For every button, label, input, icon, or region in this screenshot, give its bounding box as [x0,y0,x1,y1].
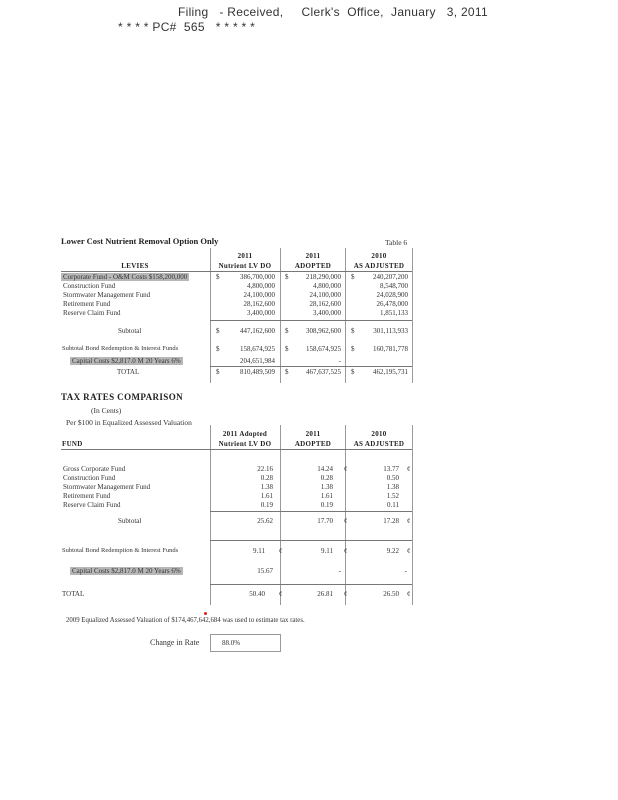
table1-col3-sub: AS ADJUSTED [353,262,405,270]
table2-capital-cell: - [338,567,341,575]
table1-row-label: Stormwater Management Fund [63,291,151,299]
table2-col3-year: 2010 [371,430,387,438]
table1-cell: 4,800,000 [247,282,275,290]
table2-cell: 1.61 [320,492,333,500]
table2-col3-sub: AS ADJUSTED [353,440,405,448]
table1-total-cell: 462,195,731 [373,368,408,376]
table1-col2-year: 2011 [305,252,321,260]
dollar-sign: $ [285,345,289,353]
table2-total-label: TOTAL [62,590,85,598]
table2-bond-cell: 9.22 [386,547,399,555]
cent-sign: ¢ [407,547,411,555]
table1-bond-cell: 160,781,778 [373,345,408,353]
table1-subtotal-cell: 301,113,933 [373,327,408,335]
table2-capital-label: Capital Costs $2,817.0 M 20 Years 6% [72,567,181,575]
table1-cell: 3,400,000 [313,309,341,317]
table1-total-cell: 467,637,525 [306,368,341,376]
table1-col2-sub: ADOPTED [294,262,332,270]
table2-cell: 0.28 [260,474,273,482]
cent-sign: ¢ [344,517,348,525]
table1-row-label: Construction Fund [63,282,116,290]
table2-subtotal-cell: 17.28 [383,517,399,525]
table1-bond-cell: 158,674,925 [240,345,275,353]
filing-stamp-line1: Filing - Received, Clerk's Office, January 3, 2011 [178,5,488,19]
table2-per-line: Per $100 in Equalized Assessed Valuation [66,418,192,427]
dollar-sign: $ [216,327,220,335]
dollar-sign: $ [216,368,220,376]
table1-cell: 28,162,600 [243,300,275,308]
table2-cell: 0.11 [387,501,399,509]
table2-row-label: Gross Corporate Fund [63,465,126,473]
table1-cell: 1,851,133 [380,309,408,317]
table2-col1-sub: Nutrient LV DO [218,440,272,448]
table2-bond-cell: 9.11 [253,547,265,555]
table1-cell: 24,100,000 [309,291,341,299]
table2-cell: 1.61 [260,492,273,500]
table2-total-cell: 50.40 [249,590,265,598]
table1-total-label: TOTAL [117,368,140,376]
dollar-sign: $ [216,345,220,353]
change-in-rate-value: 88.0% [222,639,241,647]
table2-title: TAX RATES COMPARISON [61,392,184,402]
table2-cell: 13.77 [383,465,399,473]
filing-stamp-line2: * * * * PC# 565 * * * * * [118,20,256,34]
cent-sign: ¢ [344,590,348,598]
table2-bond-cell: 9.11 [321,547,333,555]
change-in-rate-label: Change in Rate [150,638,200,647]
cent-sign: ¢ [279,590,283,598]
table1-levies-header: LEVIES [121,262,149,270]
table1-title: Lower Cost Nutrient Removal Option Only [61,236,219,246]
table1-cell: 24,100,000 [243,291,275,299]
table2-total-cell: 26.50 [383,590,399,598]
cent-sign: ¢ [344,547,348,555]
table2-total-cell: 26.81 [317,590,333,598]
table2-subtotal-cell: 17.70 [317,517,333,525]
table2-row-label: Reserve Claim Fund [63,501,121,509]
table2-col2-sub: ADOPTED [294,440,332,448]
red-mark [204,612,207,615]
table1-subtotal-cell: 447,162,600 [240,327,275,335]
table1-bond-label: Subtotal Bond Redemption & Interest Funds [62,345,179,352]
table1-subtotal-cell: 308,962,600 [306,327,341,335]
table1-col1-year: 2011 [237,252,253,260]
table1-number: Table 6 [385,238,408,247]
table1-cell: 386,700,000 [240,273,275,281]
table1-cell: 3,400,000 [247,309,275,317]
table1-subtotal-label: Subtotal [118,327,142,335]
table1-cell: 26,478,000 [376,300,408,308]
table1-cell: 24,028,900 [376,291,408,299]
table1-col1-sub: Nutrient LV DO [218,262,272,270]
table2-cell: 0.28 [320,474,333,482]
table1-row-label: Reserve Claim Fund [63,309,121,317]
table1-row-label: Retirement Fund [63,300,111,308]
cent-sign: ¢ [407,590,411,598]
table2-subtotal-cell: 25.62 [257,517,273,525]
table1-bond-cell: 158,674,925 [306,345,341,353]
table1-capital-label: Capital Costs $2,817.0 M 20 Years 6% [72,357,181,365]
table2-cell: 0.50 [386,474,399,482]
table1-cell: 240,207,200 [373,273,408,281]
dollar-sign: $ [285,273,289,281]
table2-cell: 1.52 [386,492,399,500]
table2-col2-year: 2011 [305,430,321,438]
table2-cell: 1.38 [260,483,273,491]
cent-sign: ¢ [407,465,411,473]
dollar-sign: $ [216,273,220,281]
dollar-sign: $ [351,345,355,353]
table2-note: 2009 Equalized Assessed Valuation of $174,467,642,684 was used to estimate tax rates. [66,617,305,624]
table2-fund-header: FUND [62,440,83,448]
table1-cell: 4,800,000 [313,282,341,290]
table1-capital-cell: - [338,357,341,365]
table2-in-cents: (In Cents) [91,406,122,415]
table2-cell: 22.16 [257,465,273,473]
table2-row-label: Construction Fund [63,474,116,482]
table2-row-label: Retirement Fund [63,492,111,500]
table2-cell: 0.19 [320,501,333,509]
table2-col1-year: 2011 Adopted [222,430,268,438]
table2-capital-cell: - [404,567,407,575]
dollar-sign: $ [285,368,289,376]
dollar-sign: $ [351,368,355,376]
dollar-sign: $ [351,327,355,335]
dollar-sign: $ [351,273,355,281]
table2-cell: 1.38 [386,483,399,491]
table1-row-label: Corporate Fund - O&M Costs $158,200,000 [63,273,188,281]
table2-cell: 0.19 [260,501,273,509]
table2-cell: 14.24 [317,465,333,473]
cent-sign: ¢ [407,517,411,525]
table2-row-label: Stormwater Management Fund [63,483,151,491]
table2-capital-cell: 15.67 [257,567,273,575]
table1-cell: 28,162,600 [309,300,341,308]
table1-cell: 8,548,700 [380,282,408,290]
cent-sign: ¢ [279,547,283,555]
table2-bond-label: Subtotal Bond Redemption & Interest Funds [62,547,179,554]
table1-col3-year: 2010 [371,252,387,260]
table2-subtotal-label: Subtotal [118,517,142,525]
table1-total-cell: 810,489,509 [240,368,275,376]
cent-sign: ¢ [344,465,348,473]
table1-cell: 218,290,000 [306,273,341,281]
table2-cell: 1.38 [320,483,333,491]
dollar-sign: $ [285,327,289,335]
table1-capital-cell: 204,651,984 [240,357,275,365]
